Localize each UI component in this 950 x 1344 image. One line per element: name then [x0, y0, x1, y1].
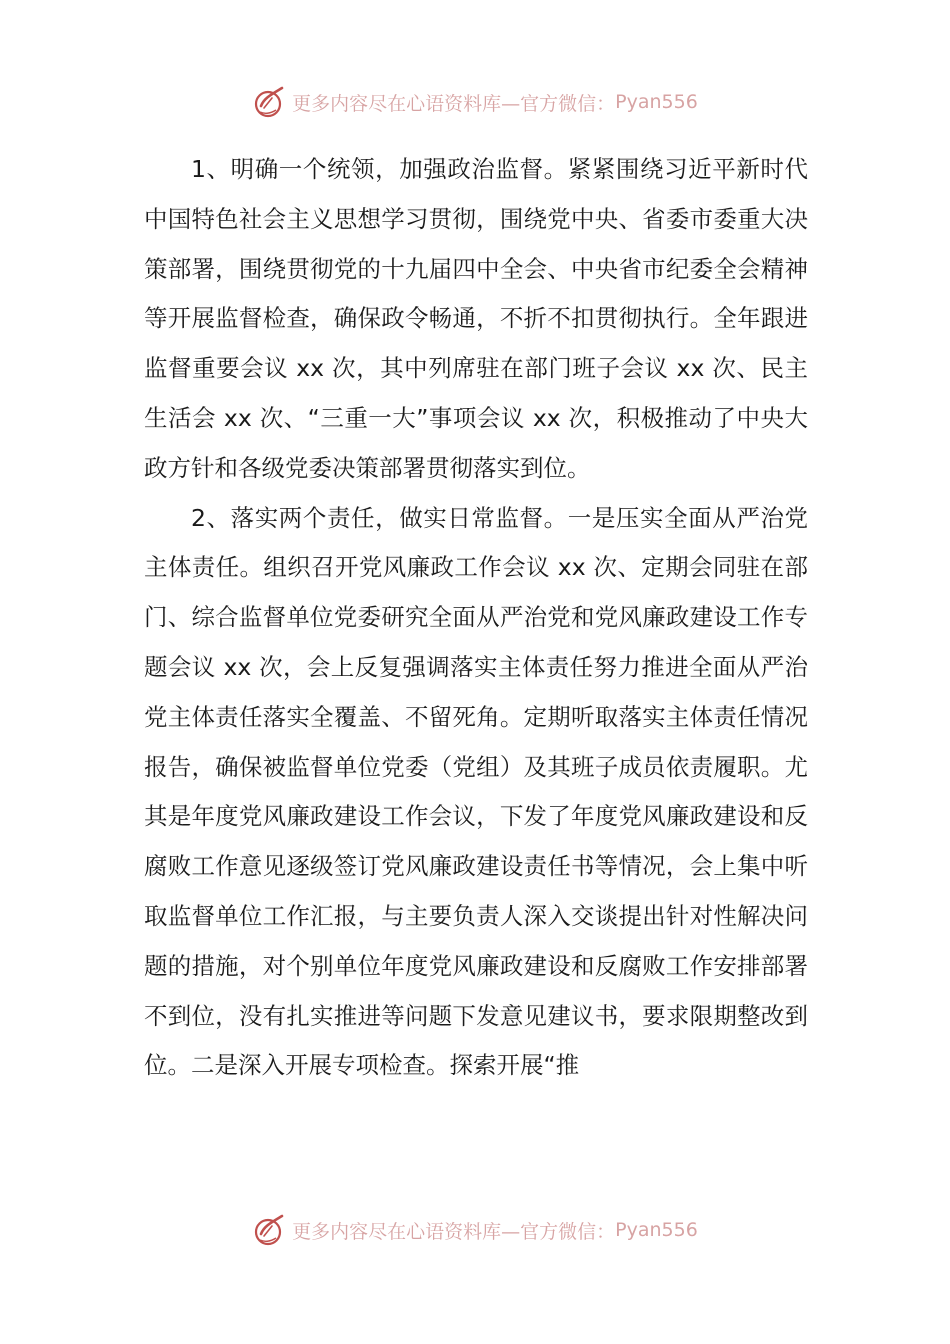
- pen-circle-logo-icon: [252, 1212, 288, 1248]
- watermark-text: 更多内容尽在心语资料库—官方微信：: [292, 1220, 616, 1243]
- pen-circle-logo-icon: [252, 84, 288, 120]
- paragraph-1: 1、明确一个统领，加强政治监督。紧紧围绕习近平新时代中国特色社会主义思想学习贯彻，围绕党中央、省委市委重大决策部署，围绕贯彻党的十九届四中全会、中央省市纪委全会精神等开展监督检查，确保政令畅通，不折不扣贯彻执行。全年跟进监督重要会议 xx 次，其中列席驻在部门班子会议 xx 次、民主生活会 xx 次、“三重一大”事项会议 xx 次，积极推动了中央大政方针和各级党委决策部署贯彻落实到位。: [144, 155, 808, 482]
- wechat-id: Pyan556: [615, 1219, 698, 1241]
- watermark-text: 更多内容尽在心语资料库—官方微信：: [292, 92, 616, 115]
- document-body: [144, 145, 808, 1091]
- wechat-id: Pyan556: [615, 91, 698, 113]
- header-watermark: [0, 82, 950, 122]
- footer-watermark: [0, 1210, 950, 1250]
- paragraph-2: 2、落实两个责任，做实日常监督。一是压实全面从严治党主体责任。组织召开党风廉政工作会议 xx 次、定期会同驻在部门、综合监督单位党委研究全面从严治党和党风廉政建设工作专题会议 xx 次，会上反复强调落实主体责任努力推进全面从严治党主体责任落实全覆盖、不留死角。定期听取落实主体责任情况报告，确保被监督单位党委（党组）及其班子成员依责履职。尤其是年度党风廉政建设工作会议，下发了年度党风廉政建设和反腐败工作意见逐级签订党风廉政建设责任书等情况，会上集中听取监督单位工作汇报，与主要负责人深入交谈提出针对性解决问题的措施，对个别单位年度党风廉政建设和反腐败工作安排部署不到位，没有扎实推进等问题下发意见建议书，要求限期整改到位。二是深入开展专项检查。探索开展“推: [144, 503, 808, 1080]
